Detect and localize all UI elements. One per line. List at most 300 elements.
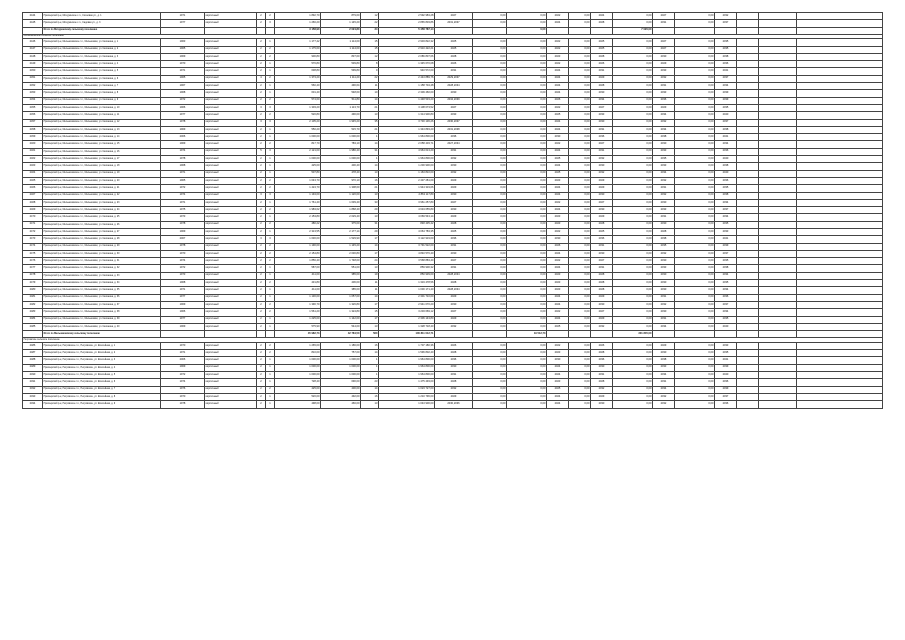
cell-v4: 0,00 — [613, 192, 653, 199]
cell-area1: 1 761,40 — [275, 199, 321, 206]
table-row — [23, 134, 883, 141]
cell-v1: 0,00 — [473, 287, 507, 294]
table-row — [23, 46, 883, 53]
cell-v5: 0,00 — [675, 393, 715, 400]
cell-addr: Приозерский р-н, Петровское с.п., Петровское, ул. Шоссейная, д. 2 — [43, 350, 161, 357]
cell-v2: 0,00 — [507, 287, 547, 294]
cell-empty — [797, 372, 883, 379]
cell-year: 1976 — [161, 386, 205, 393]
cell-v5: 0,00 — [675, 401, 715, 408]
cell-y3: 2029 — [653, 104, 675, 111]
cell-res: 17 — [361, 316, 379, 323]
cell-cost: 3 203 669,12 — [379, 309, 435, 316]
cell-empty — [759, 13, 797, 20]
cell-y1: 2026 — [547, 243, 569, 250]
cell-type: кирпичный — [205, 156, 257, 163]
cell-addr: Приозерский р-н, Петровское с.п., Петровское, ул. Шоссейная, д. 4 — [43, 364, 161, 371]
cell-empty — [797, 126, 883, 133]
cell-res: 29 — [361, 229, 379, 236]
cell-addr: Приозерский р-н, Мельниковское с.п., Мельниково, ул. Калинина, д. 15 — [43, 141, 161, 148]
cell-en: 2 — [266, 141, 275, 148]
cell-year: 1974 — [161, 258, 205, 265]
cell-v2: 0,00 — [507, 379, 547, 386]
cell-v2: 0,00 — [507, 39, 547, 46]
cell-empty — [797, 364, 883, 371]
cell-empty — [759, 185, 797, 192]
cell-v1: 0,00 — [473, 379, 507, 386]
cell-res: 13 — [361, 214, 379, 221]
cell-v4: 0,00 — [613, 75, 653, 82]
cell-area2: 1 000,00 — [321, 364, 361, 371]
cell-fl: 3 — [257, 192, 266, 199]
cell-empty — [737, 342, 759, 349]
cell-year: 1972 — [161, 185, 205, 192]
cell-y4: 2033 — [715, 229, 737, 236]
cell-area1: 1 177,42 — [275, 39, 321, 46]
cell-v2: 0,00 — [507, 221, 547, 228]
cell-v3: 0,00 — [569, 272, 591, 279]
cell-no: 2451 — [23, 75, 43, 82]
cell-addr: Приозерский р-н, Петровское с.п., Петровское, ул. Шоссейная, д. 7 — [43, 386, 161, 393]
cell-y2: 2025 — [591, 46, 613, 53]
cell-res: 1 — [361, 364, 379, 371]
cell-v5: 0,00 — [675, 75, 715, 82]
cell-years: 2032 — [435, 170, 473, 177]
cell-area2: 1 120,00 — [321, 192, 361, 199]
cell-empty — [759, 243, 797, 250]
cell-empty — [797, 236, 883, 243]
cell-v3: 0,00 — [569, 97, 591, 104]
cell-year: 1966 — [161, 309, 205, 316]
cell-v3: 0,00 — [569, 177, 591, 184]
table-row — [23, 272, 883, 279]
cell-area1: 1 266,20 — [275, 20, 321, 27]
cell-addr: Приозерский р-н, Мельниковское с.п., Мельниково, ул. Калинина, д. 36 — [43, 294, 161, 301]
cell-cost: 2 443 889,76 — [379, 75, 435, 82]
cell-type: кирпичный — [205, 97, 257, 104]
cell-y1: 2023 — [547, 177, 569, 184]
cell-empty — [759, 207, 797, 214]
housing-register-table — [22, 12, 883, 409]
cell-y1: 2023 — [547, 272, 569, 279]
cell-empty — [759, 331, 797, 338]
cell-v4: 0,00 — [613, 97, 653, 104]
cell-res: 560 — [361, 331, 379, 338]
cell-y4: 2034 — [715, 309, 737, 316]
cell-empty — [797, 61, 883, 68]
cell-area2: 490,64 — [321, 83, 361, 90]
cell-empty — [759, 364, 797, 371]
cell-empty — [759, 287, 797, 294]
cell-v5: 0,00 — [675, 199, 715, 206]
cell-no: 2478 — [23, 272, 43, 279]
cell-y3: 2030 — [653, 199, 675, 206]
cell-empty — [737, 265, 759, 272]
cell-v4: 0,00 — [613, 379, 653, 386]
cell-v5: 0,00 — [675, 386, 715, 393]
cell-years: 2032 — [435, 386, 473, 393]
cell-v1: 0,00 — [473, 170, 507, 177]
cell-empty — [737, 372, 759, 379]
cell-y1: 2025 — [547, 386, 569, 393]
cell-year: 1968 — [161, 90, 205, 97]
cell-res: 19 — [361, 272, 379, 279]
cell-y1: 2022 — [547, 39, 569, 46]
cell-v2: 0,00 — [507, 185, 547, 192]
cell-v2: 0,00 — [507, 272, 547, 279]
cell-res: 17 — [361, 301, 379, 308]
cell-y3: 2030 — [653, 309, 675, 316]
cell-year: 2007 — [161, 236, 205, 243]
cell-res: 1 — [361, 372, 379, 379]
cell-y2: 2029 — [591, 214, 613, 221]
cell-en: 2 — [266, 280, 275, 287]
cell-year: 1965 — [161, 46, 205, 53]
cell-v3: 0,00 — [569, 20, 591, 27]
cell-area1: 507,80 — [275, 170, 321, 177]
cell-area2: 551,00 — [321, 265, 361, 272]
table-row — [23, 229, 883, 236]
cell-addr: Приозерский р-н, Мельниковское с.п., Мельниково, ул. Калинина, д. 4 — [43, 61, 161, 68]
cell-empty — [759, 372, 797, 379]
table-row — [23, 75, 883, 82]
cell-en: 3 — [266, 192, 275, 199]
cell-empty — [737, 126, 759, 133]
cell-y3: 2031 — [653, 20, 675, 27]
cell-addr: Приозерский р-н, Петровское с.п., Петровское, ул. Шоссейная, д. 5 — [43, 372, 161, 379]
cell-area1: 601,40 — [275, 90, 321, 97]
cell-v4: 0,00 — [613, 148, 653, 155]
cell-v4: 0,00 — [613, 112, 653, 119]
cell-addr: Приозерский р-н, Петровское с.п., Петровское, ул. Шоссейная, д. 3 — [43, 357, 161, 364]
table-row — [23, 20, 883, 27]
cell-no: 2464 — [23, 170, 43, 177]
cell-v3: 0,00 — [569, 112, 591, 119]
cell-addr: Приозерский р-н, Мельниковское с.п., Мельниково, ул. Калинина, д. 1 — [43, 39, 161, 46]
cell-empty — [737, 119, 759, 126]
cell-y1: 2022 — [547, 309, 569, 316]
cell-en: 1 — [266, 294, 275, 301]
cell-en: 1 — [266, 316, 275, 323]
cell-year: 1972 — [161, 372, 205, 379]
cell-empty — [759, 386, 797, 393]
cell-empty — [797, 177, 883, 184]
cell-en: 1 — [266, 90, 275, 97]
cell-v5 — [675, 331, 715, 338]
cell-empty — [737, 141, 759, 148]
cell-empty — [737, 258, 759, 265]
cell-y2: 2030 — [591, 192, 613, 199]
cell-no: 2466 — [23, 185, 43, 192]
cell-years — [435, 27, 473, 34]
cell-empty — [737, 386, 759, 393]
cell-cost: 2 941 070,20 — [379, 301, 435, 308]
cell-y4: 2034 — [715, 199, 737, 206]
cell-y1: 2025 — [547, 156, 569, 163]
cell-type: кирпичный — [205, 177, 257, 184]
cell-empty — [737, 90, 759, 97]
cell-v5: 0,00 — [675, 134, 715, 141]
cell-type: кирпичный — [205, 39, 257, 46]
cell-year: 1967 — [161, 83, 205, 90]
cell-v1: 0,00 — [473, 207, 507, 214]
cell-y3: 2034 — [653, 372, 675, 379]
cell-v3: 0,00 — [569, 148, 591, 155]
cell-area2: 837,60 — [321, 53, 361, 60]
cell-no: 2445 — [23, 20, 43, 27]
cell-empty — [737, 156, 759, 163]
cell-y3: 2035 — [653, 243, 675, 250]
cell-empty — [737, 199, 759, 206]
cell-v5: 0,00 — [675, 20, 715, 27]
table-row — [23, 112, 883, 119]
cell-area1: 2 153,80 — [275, 214, 321, 221]
cell-v2: 0,00 — [507, 156, 547, 163]
cell-v5: 0,00 — [675, 309, 715, 316]
cell-y3: 2031 — [653, 316, 675, 323]
cell-res: 8 — [361, 61, 379, 68]
cell-years: 2029 — [435, 316, 473, 323]
section-title: Петровское сельское поселение — [23, 338, 883, 342]
cell-no: 2485 — [23, 323, 43, 330]
cell-en: 1 — [266, 379, 275, 386]
cell-year: 1970 — [161, 393, 205, 400]
cell-v2: 0,00 — [507, 192, 547, 199]
cell-v2: 0,00 — [507, 301, 547, 308]
cell-type: кирпичный — [205, 280, 257, 287]
cell-en — [266, 331, 275, 338]
cell-cost: 1 596 802,40 — [379, 350, 435, 357]
cell-area2: 2 030,80 — [321, 250, 361, 257]
cell-area2: 490,00 — [321, 112, 361, 119]
cell-en: 1 — [266, 229, 275, 236]
cell-y2: 2032 — [591, 170, 613, 177]
cell-cost: 1 043 900,00 — [379, 401, 435, 408]
cell-v3: 0,00 — [569, 401, 591, 408]
cell-en: 2 — [266, 309, 275, 316]
cell-empty — [797, 170, 883, 177]
cell-area2: 548,60 — [321, 90, 361, 97]
cell-years: 2027 — [435, 309, 473, 316]
cell-no: 2477 — [23, 265, 43, 272]
cell-y1: 2030 — [547, 134, 569, 141]
cell-y3 — [653, 27, 675, 34]
cell-v5: 0,00 — [675, 97, 715, 104]
cell-years: 2031 — [435, 243, 473, 250]
cell-empty — [797, 148, 883, 155]
cell-no: 2459 — [23, 134, 43, 141]
cell-years: 2026 — [435, 342, 473, 349]
cell-v4: 0,00 — [613, 90, 653, 97]
cell-no: 2448 — [23, 53, 43, 60]
cell-v1: 0,00 — [473, 214, 507, 221]
cell-years: 2030,2036 — [435, 401, 473, 408]
cell-res: 14 — [361, 350, 379, 357]
cell-addr: Приозерский р-н, Мельниковское с.п., Мельниково, ул. Калинина, д. 9 — [43, 97, 161, 104]
cell-area1: 1 983,62 — [275, 207, 321, 214]
cell-no: 2452 — [23, 83, 43, 90]
cell-y1: 2024 — [547, 364, 569, 371]
cell-empty — [797, 39, 883, 46]
cell-y4: 2039 — [715, 243, 737, 250]
cell-y2: 2027 — [591, 141, 613, 148]
cell-cost: 1 345 670,08 — [379, 61, 435, 68]
cell-v2: 0,00 — [507, 13, 547, 20]
cell-v4: 0,00 — [613, 156, 653, 163]
cell-fl: 2 — [257, 199, 266, 206]
cell-res: 15 — [361, 309, 379, 316]
table-row — [23, 379, 883, 386]
cell-en: 2 — [266, 185, 275, 192]
cell-year: 1971 — [161, 199, 205, 206]
cell-y4: 2041 — [715, 68, 737, 75]
cell-empty — [759, 199, 797, 206]
cell-res: 12 — [361, 53, 379, 60]
cell-en: 1 — [266, 265, 275, 272]
cell-addr: Приозерский р-н, Мельниковское с.п., Мельниково, ул. Калинина, д. 34 — [43, 280, 161, 287]
cell-type: кирпичный — [205, 229, 257, 236]
cell-v3: 0,00 — [569, 236, 591, 243]
cell-fl: 2 — [257, 163, 266, 170]
cell-v2: 0,00 — [507, 316, 547, 323]
cell-years: 2028,2034 — [435, 287, 473, 294]
cell-y2: 2029 — [591, 177, 613, 184]
cell-cost: 1 475 493,00 — [379, 379, 435, 386]
cell-en: 1 — [266, 214, 275, 221]
cell-area1: 411,00 — [275, 272, 321, 279]
cell-addr: Приозерский р-н, Мельниковское с.п., Мельниково, ул. Калинина, д. 22 — [43, 192, 161, 199]
cell-res: 21 — [361, 126, 379, 133]
table-row — [23, 386, 883, 393]
cell-empty — [737, 163, 759, 170]
cell-empty — [797, 401, 883, 408]
cell-type: кирпичный — [205, 342, 257, 349]
cell-area2: 1 142,00 — [321, 316, 361, 323]
cell-area1: 425,00 — [275, 386, 321, 393]
cell-res: 33 — [361, 199, 379, 206]
cell-v3: 0,00 — [569, 156, 591, 163]
cell-v4: 0,00 — [613, 185, 653, 192]
cell-en: 1 — [266, 323, 275, 330]
cell-empty — [737, 39, 759, 46]
cell-empty — [759, 236, 797, 243]
cell-fl: 2 — [257, 229, 266, 236]
cell-addr: Приозерский р-н, Мельниковское с.п., Мельниково, ул. Калинина, д. 35 — [43, 287, 161, 294]
cell-en: 1 — [266, 61, 275, 68]
cell-v3: 0,00 — [569, 75, 591, 82]
cell-v4: 0,00 — [613, 258, 653, 265]
cell-type: кирпичный — [205, 185, 257, 192]
cell-year: 1977 — [161, 20, 205, 27]
cell-empty — [759, 156, 797, 163]
cell-empty — [737, 13, 759, 20]
cell-res: 17 — [361, 236, 379, 243]
cell-v4: 0,00 — [613, 357, 653, 364]
cell-empty — [737, 177, 759, 184]
cell-no: 2449 — [23, 61, 43, 68]
cell-years: 2027 — [435, 199, 473, 206]
cell-y3: 2027 — [653, 46, 675, 53]
cell-v1: 0,00 — [473, 250, 507, 257]
cell-area1: 1 175,60 — [275, 46, 321, 53]
cell-v5: 0,00 — [675, 272, 715, 279]
cell-type: кирпичный — [205, 126, 257, 133]
cell-empty — [797, 258, 883, 265]
cell-y3: 2030 — [653, 258, 675, 265]
cell-fl: 2 — [257, 309, 266, 316]
cell-area2: 1 748,00 — [321, 258, 361, 265]
cell-cost: 850 939,00 — [379, 272, 435, 279]
table-row — [23, 13, 883, 20]
cell-y1: 2022 — [547, 229, 569, 236]
cell-years: 2028 — [435, 379, 473, 386]
cell-area1: 1 000,00 — [275, 134, 321, 141]
cell-fl — [257, 331, 266, 338]
cell-en: 1 — [266, 134, 275, 141]
cell-area1: 810,00 — [275, 350, 321, 357]
cell-year: 1978 — [161, 243, 205, 250]
table-row — [23, 156, 883, 163]
table-row — [23, 39, 883, 46]
cell-v4: 0,00 — [613, 13, 653, 20]
cell-years: 2029 — [435, 393, 473, 400]
cell-fl: 2 — [257, 156, 266, 163]
cell-fl: 2 — [257, 294, 266, 301]
cell-area2: 1 113,70 — [321, 104, 361, 111]
cell-type: кирпичный — [205, 68, 257, 75]
cell-y4: 2037 — [715, 20, 737, 27]
cell-area2: 1 114,00 — [321, 46, 361, 53]
cell-v5: 0,00 — [675, 301, 715, 308]
cell-v3: 0,00 — [569, 342, 591, 349]
cell-v3: 0,00 — [569, 68, 591, 75]
cell-res: 29 — [361, 207, 379, 214]
cell-res: 13 — [361, 265, 379, 272]
table-row — [23, 185, 883, 192]
table-row — [23, 199, 883, 206]
cell-y3: 2032 — [653, 401, 675, 408]
cell-type: кирпичный — [205, 272, 257, 279]
cell-empty — [737, 243, 759, 250]
cell-empty — [759, 280, 797, 287]
cell-no: 2480 — [23, 287, 43, 294]
cell-years: 2027 — [435, 104, 473, 111]
cell-res: 1 — [361, 156, 379, 163]
cell-res: 14 — [361, 243, 379, 250]
cell-fl: 2 — [257, 90, 266, 97]
cell-fl: 2 — [257, 126, 266, 133]
cell-addr: Итого по Мельниковскому сельскому поселению — [43, 331, 161, 338]
cell-no: 2491 — [23, 379, 43, 386]
cell-v4: 0,00 — [613, 250, 653, 257]
table-row — [23, 258, 883, 265]
cell-y3: 2038 — [653, 357, 675, 364]
cell-empty — [797, 272, 883, 279]
cell-v1: 0,00 — [473, 316, 507, 323]
cell-res: 1 — [361, 134, 379, 141]
cell-empty — [759, 357, 797, 364]
cell-v3: 0,00 — [569, 163, 591, 170]
cell-area1: 728,40 — [275, 379, 321, 386]
cell-empty — [759, 229, 797, 236]
cell-area1: 1 303,20 — [275, 104, 321, 111]
cell-v5: 0,00 — [675, 323, 715, 330]
cell-y1: 2024 — [547, 301, 569, 308]
cell-v2: 0,00 — [507, 309, 547, 316]
cell-empty — [759, 53, 797, 60]
cell-empty — [737, 75, 759, 82]
cell-v2: 0,00 — [507, 141, 547, 148]
